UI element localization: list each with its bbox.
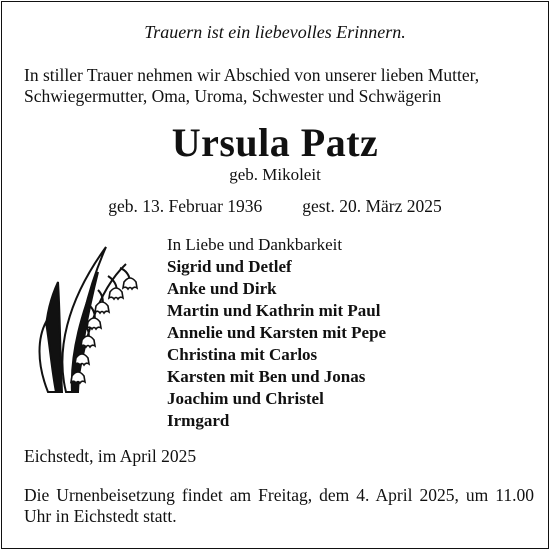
deceased-name: Ursula Patz	[171, 120, 379, 165]
mourner-name: Christina mit Carlos	[167, 345, 318, 364]
life-dates	[2, 196, 548, 217]
intro-text: In stiller Trauer nehmen wir Abschied von unserer lieben Mutter, Schwiegermutter, Oma, Uroma, Schwester und Schwägerin	[24, 65, 480, 106]
mourners-list	[167, 234, 386, 432]
mourner-name: Irmgard	[167, 411, 230, 430]
maiden-name: geb. Mikoleit	[229, 165, 321, 184]
death-date: gest. 20. März 2025	[302, 196, 442, 216]
mourner-name: Sigrid und Detlef	[167, 257, 292, 276]
motto: Trauern ist ein liebevolles Erinnern.	[144, 22, 406, 42]
burial-notice: Die Urnenbeisetzung findet am Freitag, dem 4. April 2025, um 11.00 Uhr in Eichstedt statt.	[24, 485, 534, 526]
mourner-name: Joachim und Christel	[167, 389, 324, 408]
mourner-name: Martin und Kathrin mit Paul	[167, 301, 381, 320]
place-and-date: Eichstedt, im April 2025	[24, 446, 197, 466]
mourner-name: Annelie und Karsten mit Pepe	[167, 323, 387, 342]
obituary-notice	[1, 1, 549, 549]
mourner-name: Karsten mit Ben und Jonas	[167, 367, 366, 386]
lily-of-the-valley-icon	[36, 242, 146, 397]
birth-date: geb. 13. Februar 1936	[108, 196, 263, 216]
mourners-lead: In Liebe und Dankbarkeit	[167, 235, 343, 254]
mourner-name: Anke und Dirk	[167, 279, 277, 298]
